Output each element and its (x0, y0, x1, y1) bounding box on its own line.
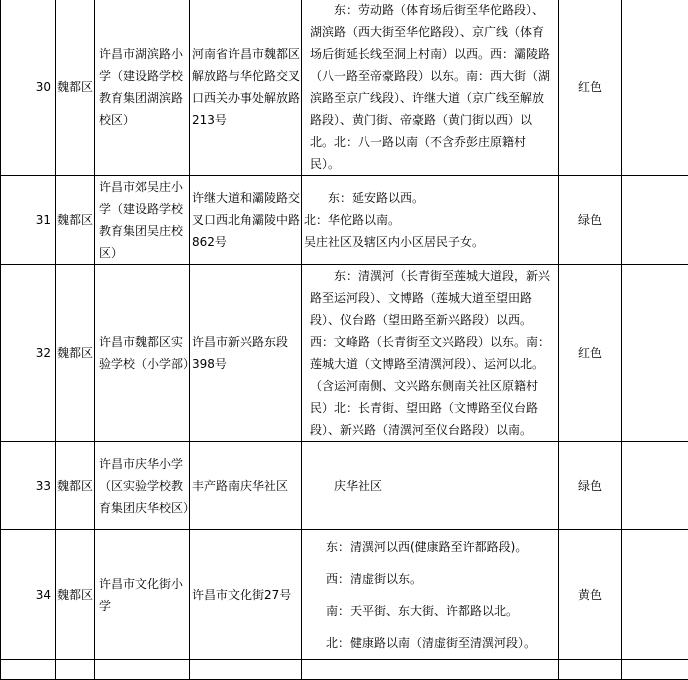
address-cell: 许昌市文化街27号 (190, 530, 302, 660)
color-cell: 红色 (559, 265, 622, 442)
empty-cell (622, 530, 688, 660)
table-row (1, 0, 688, 176)
range-line: 南：天平街、东大街、许都路以北。 (326, 600, 554, 622)
enrollment-range-cell (302, 442, 559, 530)
empty-cell (622, 442, 688, 530)
address-cell: 许昌市新兴路东段398号 (190, 265, 302, 442)
district-cell: 魏都区 (56, 176, 95, 265)
color-cell: 黄色 (559, 530, 622, 660)
enrollment-range-cell (302, 265, 559, 442)
school-name-cell: 许昌市湖滨路小学（建设路学校教育集团湖滨路校区） (95, 0, 190, 176)
empty-cell (622, 0, 688, 176)
table-row (1, 176, 688, 265)
range-line: 吴庄社区及辖区内小区居民子女。 (304, 231, 554, 253)
row-number: 33 (1, 442, 56, 530)
range-line: 北：华佗路以南。 (304, 209, 554, 231)
range-line: 东：清潩河以西(健康路至许都路段)。 (326, 536, 554, 558)
row-number: 34 (1, 530, 56, 660)
address-cell: 河南省许昌市魏都区解放路与华佗路交叉口西关办事处解放路213号 (190, 0, 302, 176)
range-text: 东：清潩河（长青街至莲城大道段，新兴路至运河段）、文博路（莲城大道至望田路段）、仪台路（望田路至新兴路段）以西。西：文峰路（长青街至文兴路段）以东。南：莲城大道（文博路至清潩河段）、运河以北。（含运河南侧、文兴路东侧南关社区原籍村民）北：长青街、望田路（文博路至仪台路段）、新兴路（清潩河至仪台路段）以南。 (310, 265, 554, 441)
color-cell: 绿色 (559, 176, 622, 265)
school-name-cell: 许昌市郊吴庄小学（建设路学校教育集团吴庄校区） (95, 176, 190, 265)
enrollment-range-cell (302, 176, 559, 265)
row-number: 30 (1, 0, 56, 176)
row-number: 31 (1, 176, 56, 265)
district-cell: 魏都区 (56, 0, 95, 176)
address-cell: 许继大道和灞陵路交叉口西北角灞陵中路862号 (190, 176, 302, 265)
range-line: 西：清虚街以东。 (326, 568, 554, 590)
table-row (1, 442, 688, 530)
table-row (1, 265, 688, 442)
address-cell: 丰产路南庆华社区 (190, 442, 302, 530)
range-text: 庆华社区 (310, 475, 554, 497)
school-name-cell: 许昌市魏都区实验学校（小学部） (95, 265, 190, 442)
color-cell: 红色 (559, 0, 622, 176)
range-line: 东：延安路以西。 (304, 187, 554, 209)
district-cell: 魏都区 (56, 265, 95, 442)
district-cell: 魏都区 (56, 530, 95, 660)
table-row (1, 530, 688, 660)
empty-cell (622, 265, 688, 442)
school-name-cell: 许昌市文化街小学 (95, 530, 190, 660)
table-row (1, 660, 688, 680)
empty-cell (622, 176, 688, 265)
enrollment-range-cell (302, 530, 559, 660)
row-number: 32 (1, 265, 56, 442)
range-line: 北：健康路以南（清虚街至清潩河段）。 (326, 632, 554, 654)
school-name-cell: 许昌市庆华小学（区实验学校教育集团庆华校区） (95, 442, 190, 530)
range-text: 东：劳动路（体育场后街至华佗路段）、湖滨路（西大街至华佗路段）、京广线（体育场后街延长线至洞上村南）以西。西：灞陵路（八一路至帝豪路段）以东。南：西大街（湖滨路至京广线段）、许继大道（京广线至解放路段）、黄门街、帝豪路（黄门街以西）以北。北：八一路以南（不含乔彭庄原籍村民）。 (310, 0, 554, 175)
color-cell: 绿色 (559, 442, 622, 530)
enrollment-range-cell (302, 0, 559, 176)
district-cell: 魏都区 (56, 442, 95, 530)
